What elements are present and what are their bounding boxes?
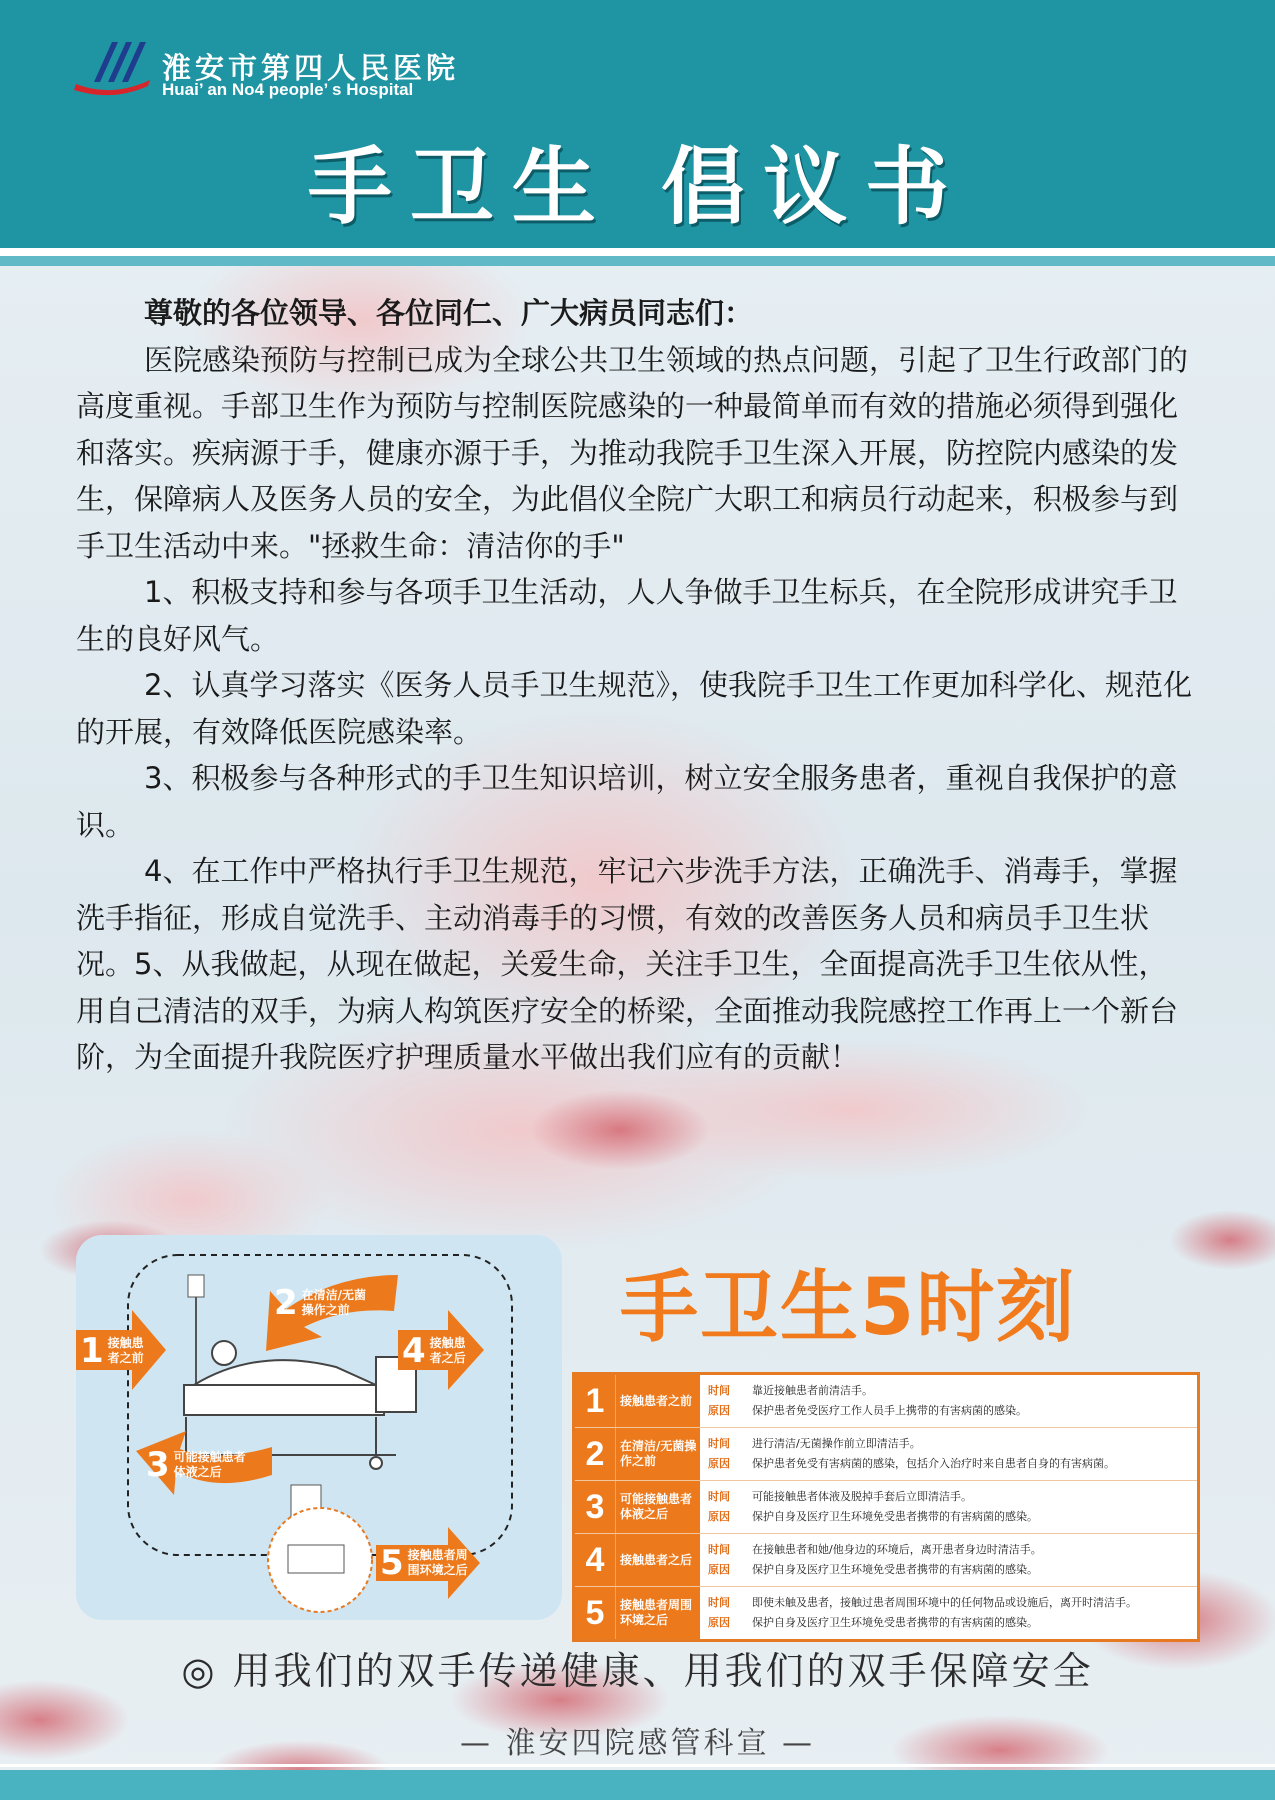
- row-number: 3: [575, 1481, 615, 1533]
- row-description: 在接触患者和她/他身边的环境后，离开患者身边时清洁手。 保护自身及医疗卫生环境免受患者携带的有害病菌的感染。: [752, 1543, 1042, 1576]
- hospital-name-en: Huai’ an No4 people’ s Hospital: [162, 80, 414, 99]
- row-tags: 时间 原因: [708, 1437, 730, 1470]
- table-row: [575, 1481, 1197, 1534]
- row-tags: 时间 原因: [708, 1596, 730, 1629]
- table-row: [575, 1428, 1197, 1481]
- five-moments-title: 手卫生5时刻: [620, 1263, 1077, 1353]
- five-moments-diagram: [76, 1235, 562, 1620]
- table-row: [575, 1587, 1197, 1639]
- row-number: 2: [575, 1428, 615, 1480]
- department-credit: — 淮安四院感管科宣 —: [459, 1726, 816, 1761]
- row-name: 接触患者之前: [615, 1375, 700, 1427]
- row-description: 进行清洁/无菌操作前立即清洁手。 保护患者免受有害病菌的感染，包括介入治疗时来自患者自身的有害病菌。: [752, 1437, 1115, 1470]
- header-divider-light: [0, 256, 1275, 266]
- moment-3-label: 3 可能接触患者体液之后: [146, 1445, 246, 1485]
- paragraph-intro: 医院感染预防与控制已成为全球公共卫生领域的热点问题，引起了卫生行政部门的高度重视。手部卫生作为预防与控制医院感染的一种最简单而有效的措施必须得到强化和落实。疾病源于手，健康亦源于手，为推动我院手卫生深入开展，防控院内感染的发生，保障病人及医务人员的安全，为此倡仪全院广大职工和病员行动起来，积极参与到手卫生活动中来。"拯救生命：清洁你的手": [76, 342, 1189, 563]
- hospital-name-cn: 淮安市第四人民医院: [162, 51, 460, 85]
- moment-1-label: 1 接触患者之前: [80, 1331, 144, 1371]
- table-row: [575, 1534, 1197, 1587]
- row-name: 在清洁/无菌操作之前: [615, 1428, 700, 1480]
- page-title: 手卫生 倡议书: [307, 138, 968, 236]
- moment-5-label: 5 接触患者周围环境之后: [380, 1543, 468, 1583]
- row-tags: 时间 原因: [708, 1543, 730, 1576]
- hospital-logo-icon: [72, 36, 152, 98]
- table-row: [575, 1375, 1197, 1428]
- footer-bar: [0, 1770, 1275, 1800]
- row-number: 1: [575, 1375, 615, 1427]
- footer-divider: [0, 1764, 1275, 1767]
- moment-4-label: 4 接触患者之后: [402, 1331, 466, 1371]
- row-name: 可能接触患者体液之后: [615, 1481, 700, 1533]
- paragraph-item-1: 1、积极支持和参与各项手卫生活动，人人争做手卫生标兵，在全院形成讲究手卫生的良好风气。: [76, 575, 1178, 656]
- greeting: 尊敬的各位领导、各位同仁、广大病员同志们：: [144, 296, 754, 330]
- row-description: 靠近接触患者前清洁手。 保护患者免受医疗工作人员手上携带的有害病菌的感染。: [752, 1384, 1027, 1417]
- header-divider: [0, 248, 1275, 256]
- row-tags: 时间 原因: [708, 1490, 730, 1523]
- row-name: 接触患者周围环境之后: [615, 1587, 700, 1639]
- paragraph-item-2: 2、认真学习落实《医务人员手卫生规范》，使我院手卫生工作更加科学化、规范化的开展，有效降低医院感染率。: [76, 668, 1192, 749]
- row-description: 即使未触及患者，接触过患者周围环境中的任何物品或设施后，离开时清洁手。 保护自身及医疗卫生环境免受患者携带的有害病菌的感染。: [752, 1596, 1137, 1629]
- row-number: 4: [575, 1534, 615, 1586]
- row-tags: 时间 原因: [708, 1384, 730, 1417]
- paragraph-item-4-5: 4、在工作中严格执行手卫生规范，牢记六步洗手方法，正确洗手、消毒手，掌握洗手指征，形成自觉洗手、主动消毒手的习惯，有效的改善医务人员和病员手卫生状况。5、从我做起，从现在做起，关爱生命，关注手卫生，全面提高洗手卫生依从性，用自己清洁的双手，为病人构筑医疗安全的桥梁，全面推动我院感控工作再上一个新台阶，为全面提升我院医疗护理质量水平做出我们应有的贡献！: [76, 854, 1179, 1074]
- five-moments-table: [572, 1372, 1200, 1642]
- proposal-body: [76, 290, 1196, 1081]
- row-number: 5: [575, 1587, 615, 1639]
- slogan: ◎ 用我们的双手传递健康、用我们的双手保障安全: [181, 1649, 1094, 1693]
- moment-2-label: 2 在清洁/无菌操作之前: [274, 1283, 367, 1323]
- paragraph-item-3: 3、积极参与各种形式的手卫生知识培训，树立安全服务患者，重视自我保护的意识。: [76, 761, 1178, 842]
- row-description: 可能接触患者体液及脱掉手套后立即清洁手。 保护自身及医疗卫生环境免受患者携带的有害病菌的感染。: [752, 1490, 1038, 1523]
- row-name: 接触患者之后: [615, 1534, 700, 1586]
